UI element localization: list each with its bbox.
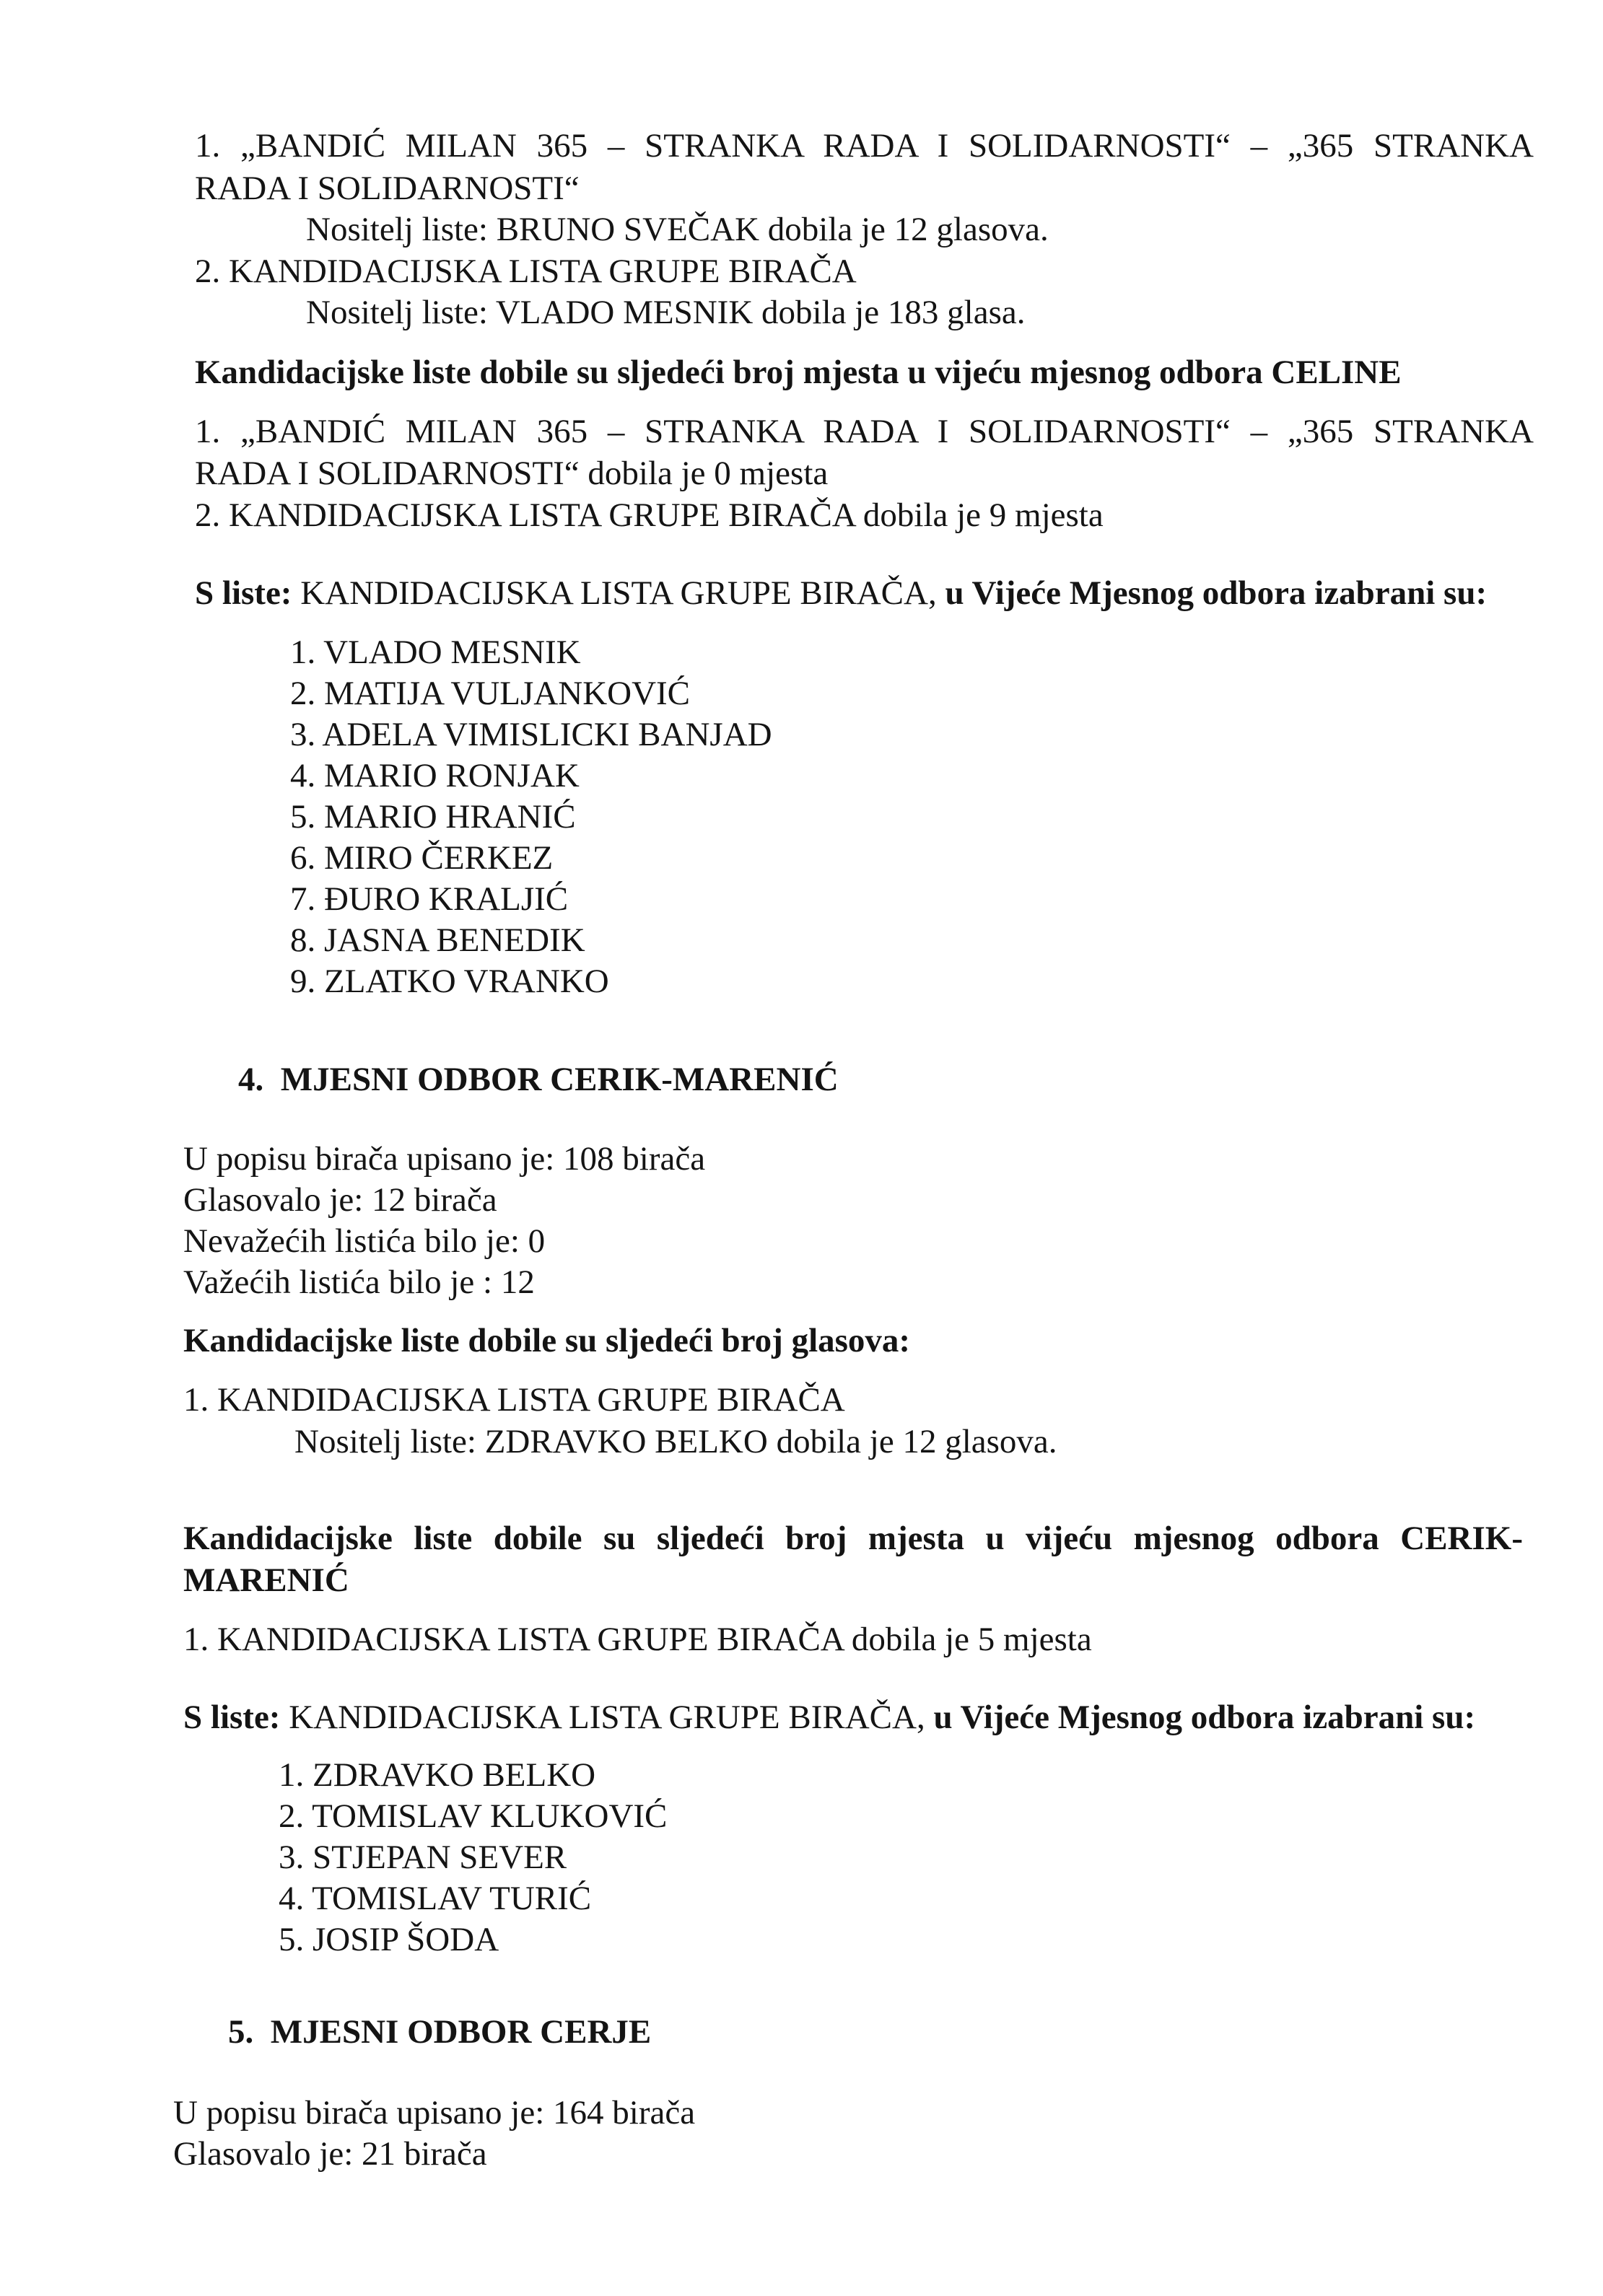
cerik-elected-member: 5. JOSIP ŠODA — [279, 1921, 499, 1958]
cerik-vote-holder: Nositelj liste: ZDRAVKO BELKO dobila je 12 glasova. — [294, 1423, 1057, 1460]
cerik-elected-member: 2. TOMISLAV KLUKOVIĆ — [279, 1797, 668, 1835]
cerik-elected-member: 4. TOMISLAV TURIĆ — [279, 1880, 592, 1917]
celine-vote-holder-1: Nositelj liste: BRUNO SVEČAK dobila je 12 glasova. — [306, 211, 1049, 248]
celine-elected-member: 3. ADELA VIMISLICKI BANJAD — [290, 716, 772, 753]
cerik-stat-line: Važećih listića bilo je : 12 — [183, 1263, 535, 1301]
cerik-section-heading: 4. MJESNI ODBOR CERIK-MARENIĆ — [238, 1061, 839, 1098]
cerik-stat-line: U popisu birača upisano je: 108 birača — [183, 1140, 706, 1178]
celine-elected-member: 2. MATIJA VULJANKOVIĆ — [290, 675, 691, 712]
celine-elected-member: 4. MARIO RONJAK — [290, 757, 580, 794]
elected-suffix: u Vijeće Mjesnog odbora izabrani su: — [945, 574, 1488, 612]
celine-vote-line-1b: RADA I SOLIDARNOSTI“ — [195, 170, 580, 207]
cerik-seat-line: 1. KANDIDACIJSKA LISTA GRUPE BIRAČA dobila je 5 mjesta — [183, 1621, 1092, 1658]
celine-vote-line-2: 2. KANDIDACIJSKA LISTA GRUPE BIRAČA — [195, 253, 857, 290]
celine-vote-line-1a: 1. „BANDIĆ MILAN 365 – STRANKA RADA I SOLIDARNOSTI“ – „365 STRANKA — [195, 127, 1534, 165]
cerik-elected-intro — [183, 1697, 1475, 1738]
elected-prefix: S liste: — [183, 1699, 281, 1736]
cerik-stat-line: Nevažećih listića bilo je: 0 — [183, 1222, 546, 1260]
elected-list-name: KANDIDACIJSKA LISTA GRUPE BIRAČA, — [300, 574, 937, 612]
cerje-stat-line: Glasovalo je: 21 birača — [173, 2135, 487, 2173]
celine-elected-member: 8. JASNA BENEDIK — [290, 921, 585, 959]
celine-elected-member: 6. MIRO ČERKEZ — [290, 839, 554, 877]
celine-elected-member: 5. MARIO HRANIĆ — [290, 798, 576, 836]
elected-list-name: KANDIDACIJSKA LISTA GRUPE BIRAČA, — [289, 1699, 925, 1736]
cerik-seats-heading-a: Kandidacijske liste dobile su sljedeći broj mjesta u vijeću mjesnog odbora CERIK- — [183, 1520, 1523, 1557]
celine-elected-intro — [195, 573, 1487, 613]
cerik-stat-line: Glasovalo je: 12 birača — [183, 1181, 497, 1219]
celine-seat-line-2: 2. KANDIDACIJSKA LISTA GRUPE BIRAČA dobila je 9 mjesta — [195, 496, 1104, 534]
cerik-seats-heading-b: MARENIĆ — [183, 1561, 349, 1599]
cerik-vote-line: 1. KANDIDACIJSKA LISTA GRUPE BIRAČA — [183, 1381, 845, 1419]
elected-suffix: u Vijeće Mjesnog odbora izabrani su: — [933, 1699, 1476, 1736]
cerje-stat-line: U popisu birača upisano je: 164 birača — [173, 2094, 696, 2131]
celine-elected-member: 1. VLADO MESNIK — [290, 634, 581, 671]
cerik-votes-heading: Kandidacijske liste dobile su sljedeći broj glasova: — [183, 1322, 911, 1359]
cerik-elected-member: 3. STJEPAN SEVER — [279, 1839, 567, 1876]
elected-prefix: S liste: — [195, 574, 292, 612]
cerje-section-heading: 5. MJESNI ODBOR CERJE — [228, 2013, 652, 2051]
cerik-elected-member: 1. ZDRAVKO BELKO — [279, 1756, 596, 1794]
celine-vote-holder-2: Nositelj liste: VLADO MESNIK dobila je 183 glasa. — [306, 294, 1026, 331]
celine-seat-line-1a: 1. „BANDIĆ MILAN 365 – STRANKA RADA I SOLIDARNOSTI“ – „365 STRANKA — [195, 413, 1534, 450]
celine-elected-member: 7. ĐURO KRALJIĆ — [290, 880, 569, 918]
celine-seat-line-1b: RADA I SOLIDARNOSTI“ dobila je 0 mjesta — [195, 455, 829, 492]
celine-seats-heading: Kandidacijske liste dobile su sljedeći broj mjesta u vijeću mjesnog odbora CELINE — [195, 354, 1402, 391]
celine-elected-member: 9. ZLATKO VRANKO — [290, 963, 609, 1000]
